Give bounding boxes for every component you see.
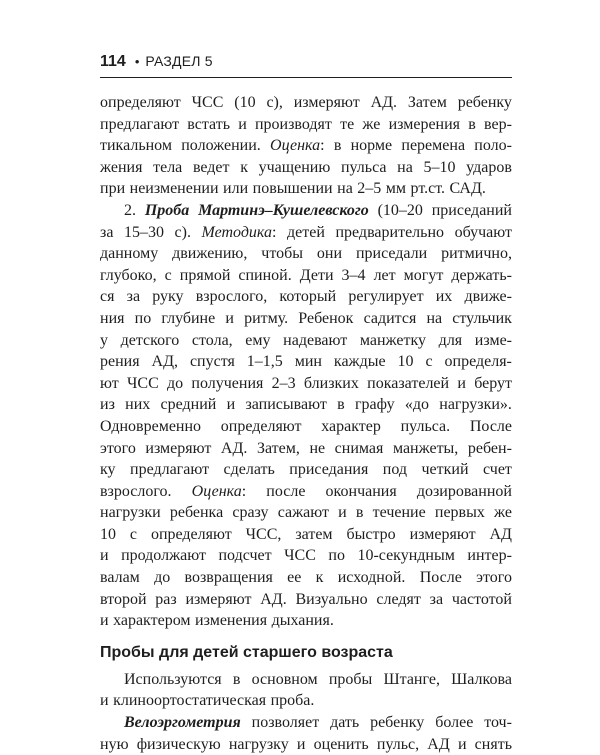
word: Оценка: — [270, 137, 325, 155]
word: движению, — [172, 245, 248, 263]
word: ют — [100, 374, 119, 392]
word: дыхания. — [271, 612, 334, 630]
word: Ребенок — [298, 309, 354, 327]
word: сделать — [223, 461, 275, 479]
word: спустя — [189, 353, 235, 371]
word: садится — [363, 309, 417, 327]
word: ребенку — [370, 714, 425, 732]
text-line — [100, 734, 512, 755]
word: ЧСС — [191, 94, 224, 111]
word: измеряют — [409, 525, 476, 543]
word: могут — [403, 266, 444, 284]
word: изме- — [474, 331, 512, 349]
text-line — [100, 481, 512, 503]
word: раз — [155, 590, 177, 608]
word: глубоко, — [100, 266, 157, 284]
word: Затем — [407, 94, 447, 111]
word: же — [362, 115, 381, 133]
word: Проба — [144, 201, 190, 219]
word: характер — [321, 417, 381, 435]
text-line — [100, 222, 512, 244]
word: 10 — [397, 353, 414, 371]
word: графу — [354, 396, 395, 414]
paragraph-tests-list — [100, 669, 512, 712]
word: берут — [474, 374, 512, 392]
word: измеряют — [145, 439, 212, 457]
word: пульс, — [376, 735, 420, 753]
word: нагрузки». — [439, 396, 512, 414]
word: руку — [152, 288, 184, 306]
text-line — [100, 502, 512, 524]
word: средний — [160, 396, 217, 414]
word: частотой — [451, 590, 512, 608]
word: затем — [295, 525, 333, 543]
text-line — [100, 712, 512, 734]
text-line — [100, 114, 512, 136]
header-rule — [100, 77, 512, 78]
word: прямой — [179, 266, 231, 284]
word: к — [315, 569, 324, 587]
word: не — [309, 439, 326, 457]
word: Затем, — [256, 439, 300, 457]
word: чтобы — [261, 245, 303, 263]
text-line — [100, 416, 512, 438]
word: клиноортостатическая — [113, 692, 267, 710]
word: те — [340, 115, 355, 133]
word: ребенка — [169, 504, 224, 522]
word: предлагают — [130, 461, 210, 479]
word: приседали — [355, 245, 428, 263]
word: ЧСС — [284, 547, 316, 565]
word: взрослого. — [100, 482, 172, 500]
word: ную — [100, 735, 129, 753]
word: при — [100, 180, 126, 198]
word: манжеты, — [392, 439, 459, 457]
word: АД. — [260, 590, 287, 608]
word: дозированной — [416, 482, 512, 500]
text-line — [100, 286, 512, 308]
word: АД — [427, 735, 450, 753]
word: нагрузку — [228, 735, 289, 753]
word: детей — [287, 223, 325, 241]
word: позволяет — [251, 714, 320, 732]
word: в — [232, 670, 241, 688]
page-number: 114 — [100, 53, 126, 70]
word: записывают — [245, 396, 327, 414]
word: ся — [100, 288, 115, 306]
word: и — [100, 547, 109, 565]
word: и — [457, 374, 466, 392]
word: 5–10 — [423, 158, 456, 176]
word: валам — [100, 569, 140, 587]
word: подсчет — [218, 547, 272, 565]
word: ЧСС — [127, 374, 159, 392]
running-head — [100, 52, 512, 71]
word: каждые — [333, 353, 386, 371]
word: на — [397, 158, 413, 176]
word: перемена — [401, 137, 466, 155]
word: регулирует — [348, 288, 424, 306]
word: рт.ст. — [410, 180, 446, 198]
word: рения — [100, 353, 140, 371]
word: ему — [245, 331, 271, 349]
word: до — [154, 569, 171, 587]
word: их — [435, 288, 453, 306]
word: в — [468, 115, 476, 133]
word: Штанге, — [383, 670, 440, 688]
page-body — [100, 92, 512, 755]
word: неизменении — [129, 180, 219, 198]
word: стола, — [191, 331, 233, 349]
word: с — [129, 525, 138, 543]
word: и — [226, 396, 236, 414]
word: измерения — [388, 115, 461, 133]
text-line — [100, 135, 512, 157]
word: за — [100, 223, 114, 241]
word: ведет — [192, 158, 230, 176]
word: АД — [489, 525, 512, 543]
word: САД. — [449, 180, 486, 198]
word: сажают — [277, 504, 329, 522]
word: ку — [100, 461, 116, 479]
word: манжетку — [359, 331, 427, 349]
word: за — [126, 288, 141, 306]
word: на — [426, 309, 443, 327]
word: измеряют — [293, 94, 360, 111]
word: Шалкова — [451, 670, 512, 688]
word: с — [425, 353, 433, 371]
word: после — [266, 482, 306, 500]
text-line — [100, 308, 512, 330]
word: 2–5 — [357, 180, 382, 198]
word: изменения — [195, 612, 268, 630]
word: норме — [350, 137, 393, 155]
word: детского — [120, 331, 180, 349]
paragraph-martinet-test — [100, 200, 512, 632]
paragraph-orthostatic — [100, 92, 512, 200]
word: жения — [100, 158, 143, 176]
word: 10-секундным — [357, 547, 455, 565]
word: ритму. — [244, 309, 289, 327]
word: предлагают — [100, 115, 180, 133]
word: счет — [483, 461, 512, 479]
word: положении. — [181, 137, 261, 155]
text-line — [100, 545, 512, 567]
word: точ- — [484, 714, 512, 732]
word: ребенку — [457, 94, 512, 111]
word: Одновременно — [100, 417, 202, 435]
word: с — [164, 266, 172, 284]
word: ния — [100, 309, 125, 327]
book-page — [100, 52, 512, 755]
word: 2–3 — [271, 374, 296, 392]
word: интер- — [467, 547, 512, 565]
word: глубине — [161, 309, 216, 327]
word: окончания — [325, 482, 397, 500]
text-line — [100, 610, 512, 632]
word: измеряют — [185, 590, 252, 608]
word: приседания — [289, 461, 369, 479]
word: ритмично, — [441, 245, 512, 263]
word: дать — [330, 714, 360, 732]
word: они — [316, 245, 343, 263]
text-line — [100, 92, 512, 114]
word: и — [338, 504, 347, 522]
word: приседаний — [431, 201, 512, 219]
section-subheading: Пробы для детей старшего возраста — [100, 643, 393, 661]
word: нагрузки — [100, 504, 161, 522]
word: ЧСС, — [245, 525, 282, 543]
word: вер- — [484, 115, 512, 133]
text-line — [100, 589, 512, 611]
text-line — [100, 200, 512, 222]
word: этого — [476, 569, 512, 587]
word: 3–4 — [341, 266, 366, 284]
word: течение — [372, 504, 426, 522]
word: или — [223, 180, 249, 198]
word: спиной. — [238, 266, 292, 284]
word: движе- — [464, 288, 512, 306]
word: После — [419, 569, 462, 587]
word: пульса — [340, 158, 387, 176]
word: по — [328, 547, 345, 565]
text-line — [100, 243, 512, 265]
text-line — [100, 157, 512, 179]
word: 1–1,5 — [246, 353, 283, 371]
word: определяют — [100, 94, 181, 111]
word: ребен- — [467, 439, 512, 457]
word: по — [134, 309, 152, 327]
word: до — [167, 374, 184, 392]
word: 15–30 — [123, 223, 164, 241]
word: мм — [385, 180, 407, 198]
word: с). — [174, 223, 191, 241]
word: определяют — [150, 525, 232, 543]
word: Методика: — [201, 223, 277, 241]
section-label: РАЗДЕЛ 5 — [145, 53, 213, 69]
word: держать- — [451, 266, 512, 284]
word: продолжают — [121, 547, 206, 565]
word: Велоэргометрия — [124, 714, 241, 732]
word: определя- — [444, 353, 512, 371]
word: данному — [100, 245, 159, 263]
word: АД. — [220, 439, 248, 457]
word: на — [337, 180, 353, 198]
word: 2. — [124, 201, 136, 219]
word: взрослого, — [195, 288, 268, 306]
word: для — [438, 331, 463, 349]
word: тикальном — [100, 137, 172, 155]
word: стульчик — [452, 309, 512, 327]
word: Оценка: — [191, 482, 247, 500]
word: который — [279, 288, 337, 306]
word: АД. — [370, 94, 398, 111]
word: ее — [287, 569, 302, 587]
word: определяют — [220, 417, 302, 435]
word: второй — [100, 590, 147, 608]
paragraph-veloergometry — [100, 712, 512, 755]
word: и — [457, 735, 467, 753]
word: следят — [376, 590, 421, 608]
word: и — [100, 612, 109, 630]
text-line — [100, 524, 512, 546]
word: 10 — [100, 525, 116, 543]
word: этого — [100, 439, 136, 457]
word: четкий — [421, 461, 469, 479]
word: сразу — [232, 504, 269, 522]
word: близких — [303, 374, 359, 392]
text-line — [100, 265, 512, 287]
word: более — [435, 714, 474, 732]
word: физическую — [136, 735, 221, 753]
word: быстро — [346, 525, 396, 543]
word: снимая — [334, 439, 384, 457]
word: производят — [254, 115, 332, 133]
word: пульса. — [400, 417, 451, 435]
word: и — [225, 309, 234, 327]
word: оценить — [313, 735, 369, 753]
word: показателей — [367, 374, 450, 392]
text-line — [100, 690, 512, 712]
word: в — [333, 137, 342, 155]
word: ударов — [466, 158, 512, 176]
word: Используются — [124, 670, 222, 688]
word: из — [100, 396, 115, 414]
word: к — [240, 158, 248, 176]
word: пробы — [328, 670, 373, 688]
text-line — [100, 394, 512, 416]
word: Мартинэ–Кушелевского — [198, 201, 369, 219]
word: (10–20 — [377, 201, 423, 219]
word: После — [469, 417, 512, 435]
bullet-icon: • — [134, 54, 140, 69]
word: проба. — [270, 692, 315, 710]
text-line — [100, 351, 512, 373]
word: АД, — [151, 353, 178, 371]
text-line — [100, 373, 512, 395]
word: с), — [266, 94, 283, 111]
word: них — [125, 396, 151, 414]
word: возвращения — [184, 569, 273, 587]
word: Визуально — [295, 590, 368, 608]
word: тела — [153, 158, 183, 176]
word: обучают — [454, 223, 512, 241]
word: предварительно — [335, 223, 445, 241]
word: снять — [474, 735, 512, 753]
text-line — [100, 459, 512, 481]
word: исходной. — [337, 569, 406, 587]
word: и — [296, 735, 306, 753]
word: в — [337, 396, 345, 414]
word: лет — [373, 266, 396, 284]
word: повышении — [252, 180, 333, 198]
word: учащению — [258, 158, 331, 176]
word: характером — [113, 612, 191, 630]
word: у — [100, 331, 108, 349]
text-line — [100, 567, 512, 589]
word: мин — [294, 353, 322, 371]
text-line — [100, 438, 512, 460]
word: под — [382, 461, 408, 479]
text-line — [100, 669, 512, 691]
word: поло- — [474, 137, 512, 155]
word: и — [100, 692, 109, 710]
word: за — [429, 590, 444, 608]
word: надевают — [283, 331, 348, 349]
text-line — [100, 178, 512, 200]
word: же — [494, 504, 512, 522]
word: в — [355, 504, 364, 522]
word: и — [238, 115, 247, 133]
word: основном — [251, 670, 318, 688]
text-line — [100, 330, 512, 352]
word: Дети — [299, 266, 334, 284]
word: «до — [404, 396, 429, 414]
word: первых — [434, 504, 485, 522]
word: встать — [187, 115, 231, 133]
word: получения — [191, 374, 264, 392]
word: (10 — [234, 94, 256, 111]
